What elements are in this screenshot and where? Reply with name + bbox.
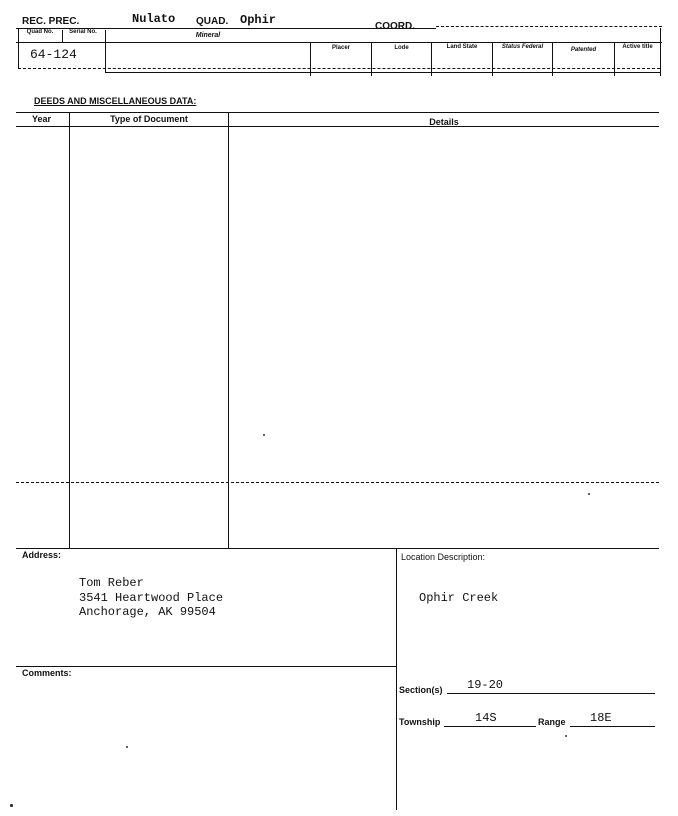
quad-value: Ophir: [240, 13, 277, 27]
header-divider: [660, 28, 661, 76]
header-divider: [18, 28, 19, 68]
bottom-center-divider: [396, 548, 397, 810]
quad-label: QUAD.: [196, 16, 229, 27]
address-label: Address:: [22, 550, 62, 560]
scan-speck: [588, 493, 590, 495]
location-label: Location Description:: [401, 552, 486, 562]
rec-prec-value: Nulato: [132, 12, 176, 26]
col-patented: Patented: [570, 47, 597, 53]
address-line-1: Tom Reber: [79, 576, 144, 590]
range-underline: [570, 726, 655, 727]
address-line-3: Anchorage, AK 99504: [79, 605, 216, 619]
range-label: Range: [538, 717, 566, 727]
deeds-top-line: [16, 112, 659, 113]
section-underline: [447, 693, 655, 694]
deeds-col-details: Details: [429, 117, 459, 127]
coord-label: COORD.: [375, 21, 415, 32]
bottom-top-line: [16, 548, 659, 549]
header-top-dashed: [436, 26, 662, 27]
col-mineral: Mineral: [195, 32, 221, 39]
scan-speck: [126, 746, 128, 748]
location-value: Ophir Creek: [419, 591, 499, 605]
address-bottom-line: [16, 666, 396, 667]
col-active-title: Active title: [622, 44, 653, 50]
scan-speck: [263, 434, 265, 436]
rec-prec-label: REC. PREC.: [22, 16, 80, 27]
comments-label: Comments:: [22, 668, 72, 678]
header-column-line: [16, 42, 662, 43]
range-value: 18E: [590, 711, 612, 725]
scan-speck: [10, 804, 13, 807]
header-bottom-line: [105, 72, 661, 73]
deeds-col-type: Type of Document: [110, 114, 188, 124]
col-land-state: Land State: [446, 44, 478, 50]
township-label: Township: [399, 717, 441, 727]
header-bottom-dashed: [18, 68, 660, 69]
col-status-federal: Status Federal: [501, 44, 544, 50]
deeds-section-title: DEEDS AND MISCELLANEOUS DATA:: [34, 96, 197, 106]
township-underline: [444, 726, 536, 727]
address-line-2: 3541 Heartwood Place: [79, 591, 224, 605]
col-serial-no: Serial No.: [69, 29, 97, 35]
township-value: 14S: [475, 711, 497, 725]
scan-speck: [565, 735, 567, 737]
section-value: 19-20: [467, 678, 504, 692]
col-quad-no: Quad No.: [26, 29, 54, 35]
col-lode: Lode: [394, 45, 409, 51]
col-placer: Placer: [331, 45, 350, 51]
deeds-dashed-line: [16, 482, 659, 483]
quad-serial-value: 64-124: [30, 47, 77, 62]
section-label: Section(s): [399, 685, 443, 695]
deeds-col-year: Year: [32, 114, 52, 124]
